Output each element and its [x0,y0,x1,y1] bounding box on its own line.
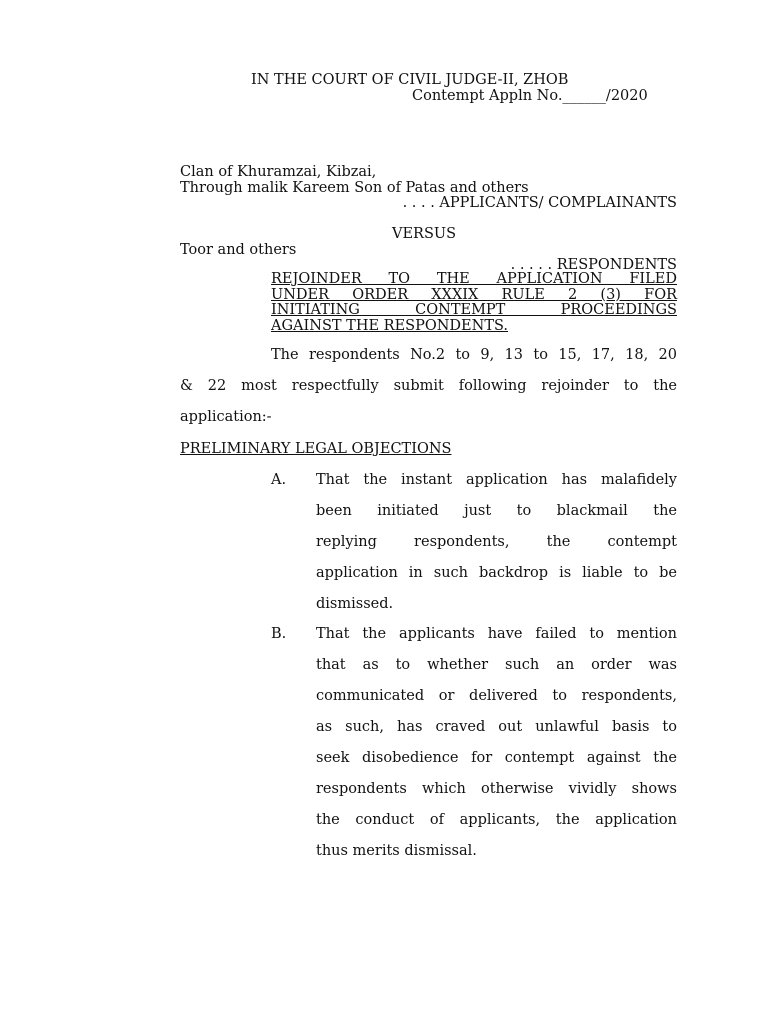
paragraph-line: seek disobedience for contempt against the [316,750,677,766]
paragraph-line: communicated or delivered to respondents, [316,688,677,704]
applicant-representative: Through malik Kareem Son of Patas and others [180,180,529,196]
title-line: INITIATING CONTEMPT PROCEEDINGS [271,302,677,318]
respondent-name: Toor and others [180,242,297,258]
application-number: Contempt Appln No.______/2020 [412,88,648,104]
versus-label: VERSUS [392,226,457,242]
paragraph-line: application in such backdrop is liable to be [316,565,677,581]
intro-line: application:- [180,409,272,425]
title-line: UNDER ORDER XXXIX RULE 2 (3) FOR [271,286,677,303]
section-heading: PRELIMINARY LEGAL OBJECTIONS [180,441,452,457]
title-line: REJOINDER TO THE APPLICATION FILED [271,271,677,287]
paragraph-line: that as to whether such an order was [316,657,677,673]
paragraph-line: respondents which otherwise vividly shows [316,781,677,797]
paragraph-line: thus merits dismissal. [316,843,477,859]
paragraph-body [316,465,677,620]
applicants-role-label: . . . . APPLICANTS/ COMPLAINANTS [402,195,677,211]
paragraph-line: replying respondents, the contempt [316,534,677,550]
paragraph-marker: B. [271,626,287,642]
paragraph-body [316,619,677,867]
paragraph-line: That the instant application has malafidely [316,472,677,488]
intro-paragraph [180,340,677,433]
court-title: IN THE COURT OF CIVIL JUDGE-II, ZHOB [251,72,569,88]
paragraph-line: dismissed. [316,596,394,612]
applicant-name: Clan of Khuramzai, Kibzai, [180,164,377,180]
paragraph-marker: A. [271,472,287,488]
intro-line: & 22 most respectfully submit following rejoinder to the [180,378,677,394]
title-line: AGAINST THE RESPONDENTS. [271,317,509,334]
paragraph-line: the conduct of applicants, the application [316,812,677,828]
paragraph-line: That the applicants have failed to mention [316,626,677,642]
intro-line: The respondents No.2 to 9, 13 to 15, 17, 18, 20 [271,347,677,363]
document-title [271,272,677,334]
paragraph-line: as such, has craved out unlawful basis to [316,719,677,735]
paragraph-line: been initiated just to blackmail the [316,503,677,519]
respondents-role-label: . . . . . RESPONDENTS [510,257,677,273]
